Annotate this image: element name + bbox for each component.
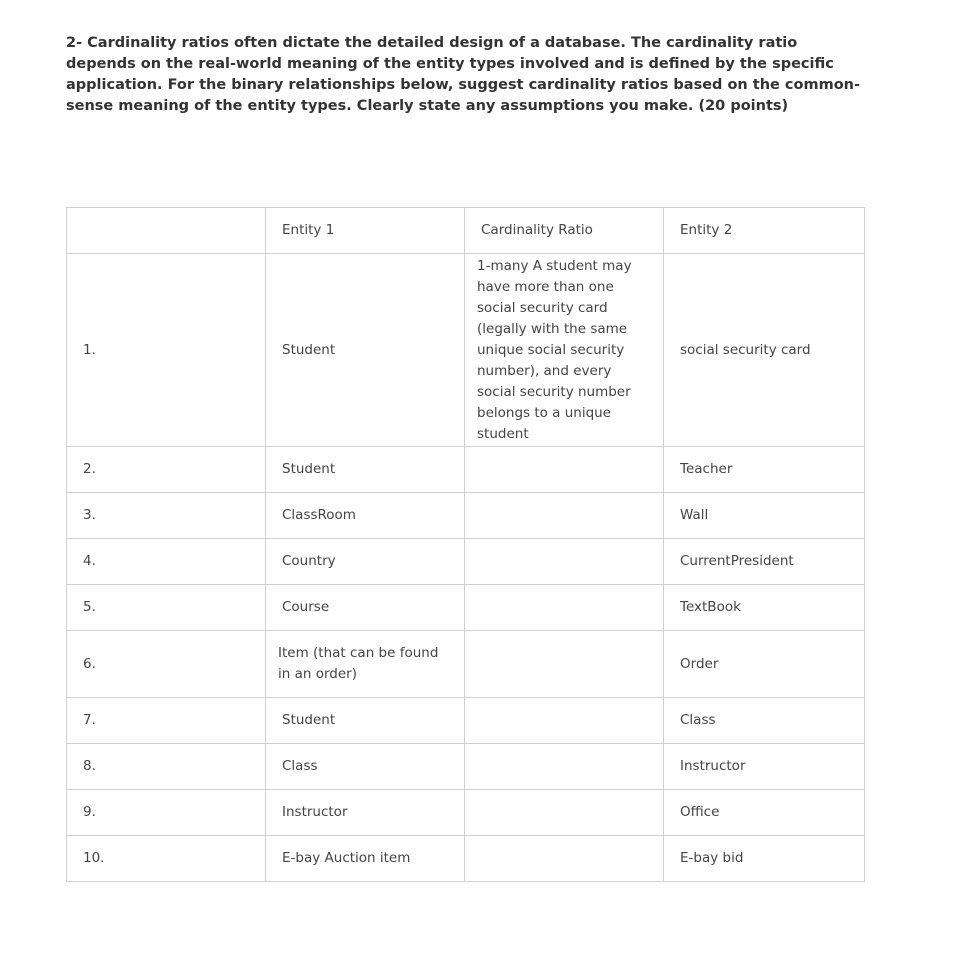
row-number: 6.: [67, 631, 266, 698]
row-entity2: Class: [664, 698, 865, 744]
row-entity2: Instructor: [664, 744, 865, 790]
row-entity2: Wall: [664, 493, 865, 539]
row-entity2: CurrentPresident: [664, 539, 865, 585]
row-entity1: Item (that can be found in an order): [266, 631, 465, 698]
table-header-row: [67, 208, 865, 254]
question-text: 2- Cardinality ratios often dictate the detailed design of a database. The cardinality ratio depends on the real-world meaning of the entity types involved and is defined by the specific application. For the binary relationships below, suggest cardinality ratios based on the common-sense meaning of the entity types. Clearly state any assumptions you make. (20 points): [66, 35, 861, 114]
row-ratio[interactable]: [465, 744, 664, 790]
row-number: 8.: [67, 744, 266, 790]
row-entity1: Country: [266, 539, 465, 585]
row-ratio[interactable]: [465, 790, 664, 836]
table-row: [67, 631, 865, 698]
row-entity1: ClassRoom: [266, 493, 465, 539]
row-ratio[interactable]: [465, 836, 664, 882]
table-row: [67, 698, 865, 744]
table-row: [67, 744, 865, 790]
table-row: [67, 790, 865, 836]
table-row: [67, 585, 865, 631]
row-entity1: Instructor: [266, 790, 465, 836]
row-number: 2.: [67, 447, 266, 493]
header-ratio: Cardinality Ratio: [465, 208, 664, 254]
row-entity1: Student: [266, 447, 465, 493]
row-entity1: Class: [266, 744, 465, 790]
table-row: [67, 254, 865, 447]
header-number: [67, 208, 266, 254]
header-entity2: Entity 2: [664, 208, 865, 254]
row-entity1: Course: [266, 585, 465, 631]
row-number: 3.: [67, 493, 266, 539]
row-number: 9.: [67, 790, 266, 836]
row-entity2: E-bay bid: [664, 836, 865, 882]
row-ratio[interactable]: [465, 447, 664, 493]
row-ratio[interactable]: [465, 698, 664, 744]
row-entity2: TextBook: [664, 585, 865, 631]
row-number: 1.: [67, 254, 266, 447]
row-ratio[interactable]: [465, 585, 664, 631]
row-entity1: Student: [266, 254, 465, 447]
row-number: 10.: [67, 836, 266, 882]
cardinality-table: [66, 207, 865, 882]
row-number: 5.: [67, 585, 266, 631]
row-entity2: Teacher: [664, 447, 865, 493]
row-entity1: Student: [266, 698, 465, 744]
row-ratio[interactable]: [465, 631, 664, 698]
table-row: [67, 493, 865, 539]
row-entity1: E-bay Auction item: [266, 836, 465, 882]
row-entity2: social security card: [664, 254, 865, 447]
table-row: [67, 539, 865, 585]
row-number: 7.: [67, 698, 266, 744]
row-number: 4.: [67, 539, 266, 585]
table-row: [67, 836, 865, 882]
row-entity2: Office: [664, 790, 865, 836]
row-ratio[interactable]: [465, 539, 664, 585]
row-ratio: 1-many A student may have more than one social security card (legally with the same unique social security number), and every social security number belongs to a unique student: [465, 254, 664, 447]
header-entity1: Entity 1: [266, 208, 465, 254]
row-ratio[interactable]: [465, 493, 664, 539]
table-row: [67, 447, 865, 493]
row-entity2: Order: [664, 631, 865, 698]
